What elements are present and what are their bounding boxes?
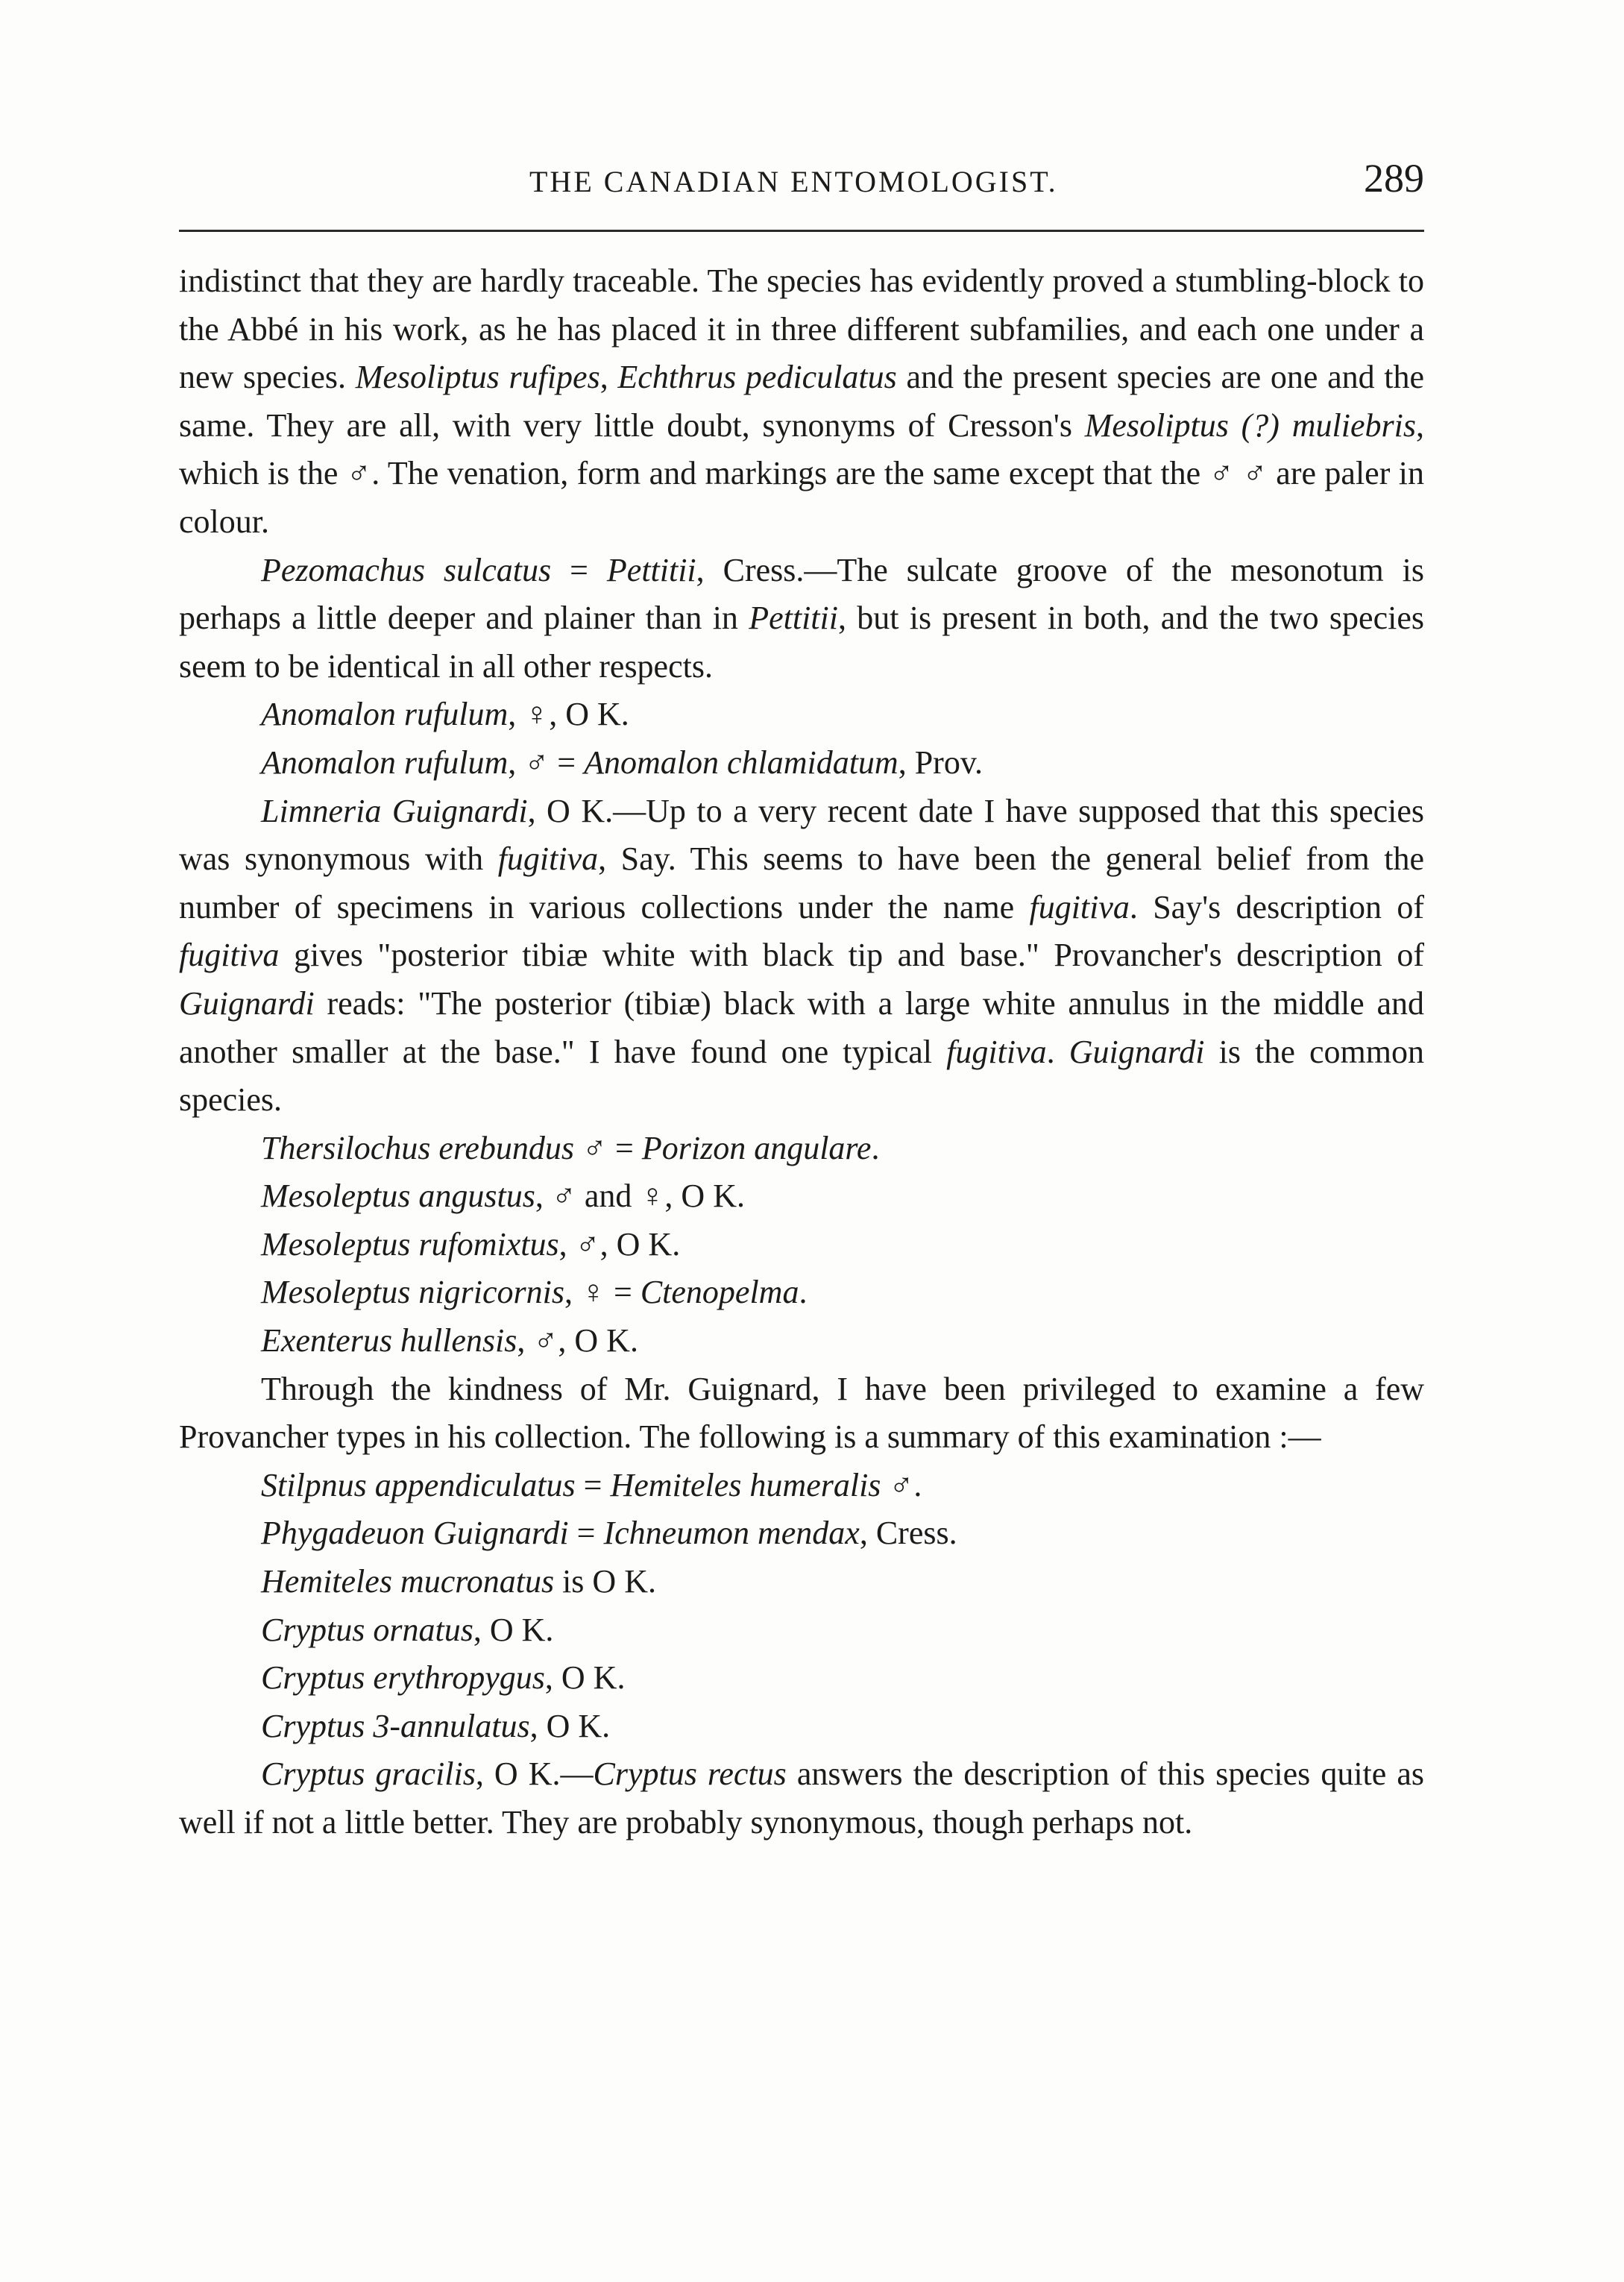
paragraph-pezomachus: Pezomachus sulcatus = Pettitii, Cress.—The sulcate groove of the mesonotum is perhaps a little deeper and plainer than in Pettitii, but is present in both, and the two species seem to be identical in all other respects. bbox=[179, 551, 1425, 685]
paragraph-mesoliptus: indistinct that they are hardly traceable. The species has evidently proved a stumbling-block to the Abbé in his work, as he has placed it in three different subfamilies, and each one under a new species. Mesoliptus rufipes, Echthrus pediculatus and the present species are one and the same. They are all, with very little doubt, synonyms of Cresson's Mesoliptus (?) muliebris, which is the ♂. The venation, form and markings are the same except that the ♂ ♂ are paler in colour. bbox=[179, 263, 1425, 540]
page-header bbox=[179, 155, 1424, 215]
entry-thersilochus: Thersilochus erebundus ♂ = Porizon angulare. bbox=[261, 1129, 880, 1166]
entry-mesoleptus-angustus: Mesoleptus angustus, ♂ and ♀, O K. bbox=[261, 1178, 745, 1215]
entry-anomalon-male: Anomalon rufulum, ♂ = Anomalon chlamidatum, Prov. bbox=[261, 744, 983, 781]
running-head: THE CANADIAN ENTOMOLOGIST. bbox=[529, 165, 1058, 198]
paragraph-limneria: Limneria Guignardi, O K.—Up to a very recent date I have supposed that this species was synonymous with fugitiva, Say. This seems to have been the general belief from the number of specimens in various collections under the name fugitiva. Say's description of fugitiva gives "posterior tibiæ white with black tip and base." Provancher's description of Guignardi reads: "The posterior (tibiæ) black with a large white annulus in the middle and another smaller at the base." I have found one typical fugitiva. Guignardi is the common species. bbox=[179, 792, 1425, 1119]
entry-mesoleptus-rufomixtus: Mesoleptus rufomixtus, ♂, O K. bbox=[261, 1225, 681, 1263]
entry-exenterus: Exenterus hullensis, ♂, O K. bbox=[261, 1322, 638, 1360]
entry-cryptus-erythropygus: Cryptus erythropygus, O K. bbox=[261, 1659, 626, 1697]
entry-mesoleptus-nigricornis: Mesoleptus nigricornis, ♀ = Ctenopelma. bbox=[261, 1274, 808, 1311]
paragraph-cryptus-gracilis: Cryptus gracilis, O K.—Cryptus rectus answers the description of this species quite as well if not a little better. They are probably synonymous, though perhaps not. bbox=[179, 1755, 1425, 1841]
entry-cryptus-annulatus: Cryptus 3-annulatus, O K. bbox=[261, 1707, 611, 1744]
entry-phygadeuon: Phygadeuon Guignardi = Ichneumon mendax, Cress. bbox=[261, 1515, 957, 1552]
body-text bbox=[179, 257, 1424, 1847]
header-rule bbox=[179, 230, 1424, 232]
paragraph-guignard: Through the kindness of Mr. Guignard, I have been privileged to examine a few Provancher types in his collection. The following is a summary of this examination :— bbox=[179, 1370, 1424, 1456]
page-number: 289 bbox=[1364, 156, 1424, 201]
entry-hemiteles: Hemiteles mucronatus is O K. bbox=[261, 1563, 656, 1600]
entry-cryptus-ornatus: Cryptus ornatus, O K. bbox=[261, 1611, 554, 1648]
entry-stilpnus: Stilpnus appendiculatus = Hemiteles humeralis ♂. bbox=[261, 1466, 922, 1503]
entry-anomalon-female: Anomalon rufulum, ♀, O K. bbox=[261, 696, 629, 733]
